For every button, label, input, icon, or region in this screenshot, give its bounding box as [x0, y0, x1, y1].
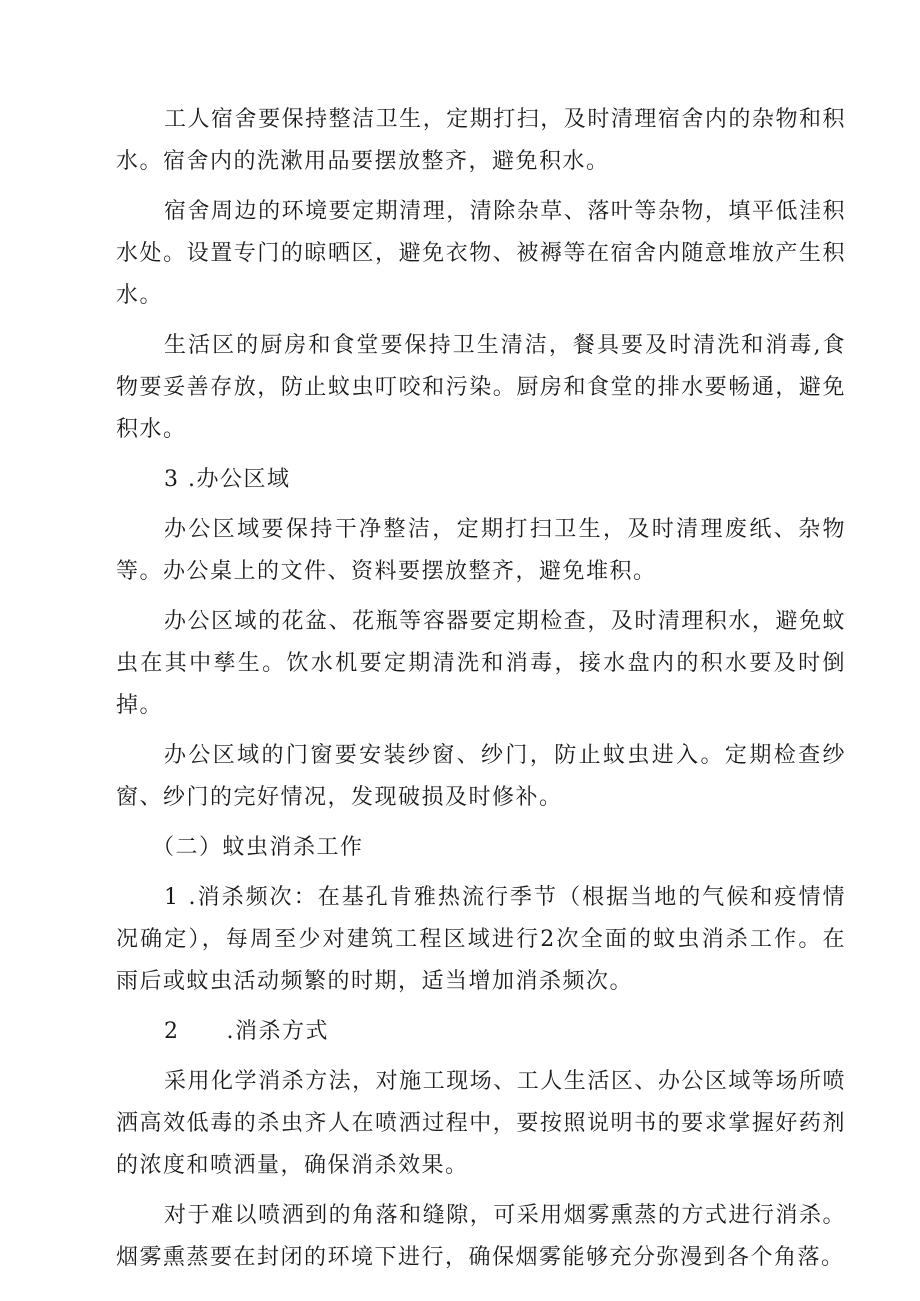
- paragraph-office-screens: 办公区域的门窗要安装纱窗、纱门，防止蚊虫进入。定期检查纱窗、纱门的完好情况，发现破损及时修补。: [116, 743, 846, 810]
- paragraph-dormitory-hygiene: 工人宿舍要保持整洁卫生，定期打扫，及时清理宿舍内的杂物和积水。宿舍内的洗漱用品要摆放整齐，避免积水。: [116, 107, 846, 174]
- paragraph-chemical-spraying: 采用化学消杀方法，对施工现场、工人生活区、办公区域等场所喷洒高效低毒的杀虫齐人在喷洒过程中，要按照说明书的要求掌握好药剂的浓度和喷洒量，确保消杀效果。: [116, 1069, 846, 1178]
- paragraph-dormitory-surroundings: 宿舍周边的环境要定期清理，清除杂草、落叶等杂物，填平低洼积水处。设置专门的晾晒区，避免衣物、被褥等在宿舍内随意堆放产生积水。: [116, 199, 846, 308]
- section-heading-mosquito-control: （二）蚊虫消杀工作: [152, 835, 364, 860]
- paragraph-disinfection-frequency: 1 .消杀频次：在基孔肯雅热流行季节（根据当地的气候和疫情情况确定），每周至少对建筑工程区域进行2次全面的蚊虫消杀工作。在雨后或蚊虫活动频繁的时期，适当增加消杀频次。: [116, 885, 846, 994]
- document-body: [116, 99, 846, 1279]
- paragraph-office-cleaning: 办公区域要保持干净整洁，定期打扫卫生，及时清理废纸、杂物等。办公桌上的文件、资料要摆放整齐，避免堆积。: [116, 517, 846, 584]
- section-heading-disinfection-method: 2 .消杀方式: [164, 1019, 329, 1044]
- paragraph-smoke-fumigation: 对于难以喷洒到的角落和缝隙，可采用烟雾熏蒸的方式进行消杀。烟雾熏蒸要在封闭的环境下进行，确保烟雾能够充分弥漫到各个角落。: [116, 1203, 846, 1270]
- paragraph-kitchen-canteen: 生活区的厨房和食堂要保持卫生清洁，餐具要及时清洗和消毒,食物要妥善存放，防止蚊虫叮咬和污染。厨房和食堂的排水要畅通，避免积水。: [116, 333, 846, 442]
- paragraph-office-containers: 办公区域的花盆、花瓶等容器要定期检查，及时清理积水，避免蚊虫在其中孳生。饮水机要定期清洗和消毒，接水盘内的积水要及时倒掉。: [116, 609, 846, 718]
- section-heading-office-area: 3 .办公区域: [164, 467, 291, 492]
